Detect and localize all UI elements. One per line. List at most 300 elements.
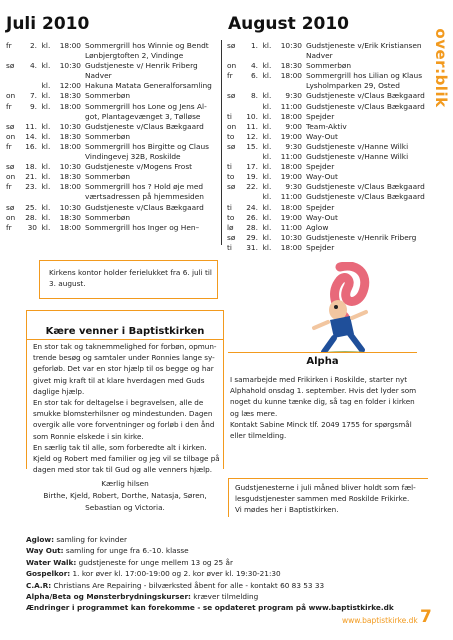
- event-cell: Vindingevej 32B, Roskilde: [85, 152, 181, 162]
- day-cell: sø: [6, 121, 15, 131]
- time-cell: 18:00: [280, 202, 302, 212]
- day-cell: sø: [227, 91, 236, 101]
- friends-line: givet mig kraft til at klare hverdagen med Guds: [33, 375, 205, 385]
- kl-cell: kl.: [262, 242, 272, 252]
- kl-cell: kl.: [262, 101, 272, 111]
- schedule-row: [6, 213, 220, 223]
- date-cell: 9.: [29, 101, 37, 111]
- date-cell: 15.: [246, 141, 258, 151]
- day-cell: sø: [227, 41, 236, 50]
- friends-line: dagen med stor tak til Gud og alle venners hjælp.: [33, 465, 212, 475]
- time-cell: 11:00: [280, 101, 302, 111]
- kl-cell: kl.: [262, 192, 272, 202]
- kl-cell: kl.: [41, 162, 51, 172]
- schedule-row: [6, 102, 220, 112]
- day-cell: on: [6, 172, 16, 182]
- kl-cell: kl.: [262, 222, 272, 232]
- time-cell: [55, 71, 85, 81]
- time-cell: 18:00: [59, 141, 81, 151]
- friends-line: En særlig tak til alle, som forberedte alt i kirken.: [33, 442, 207, 452]
- office-notice-box: [39, 260, 218, 299]
- schedule-row: [227, 132, 427, 142]
- footnote-label: C.A.R:: [26, 580, 52, 590]
- schedule-row: [6, 41, 220, 51]
- footnote-text: gudstjeneste for unge mellem 13 og 25 år: [76, 557, 233, 567]
- event-cell: Lysholmparken 29, Osted: [306, 81, 400, 91]
- day-cell: [6, 192, 23, 202]
- kl-cell: kl.: [41, 222, 51, 232]
- alpha-line: og læs mere.: [230, 408, 278, 418]
- event-cell: Way-Out: [306, 131, 338, 141]
- kl-cell: kl.: [41, 121, 51, 131]
- event-cell: Lønbjergtoften 2, Vindinge: [85, 51, 184, 61]
- schedule-row: [6, 172, 220, 182]
- event-cell: Spejder: [306, 162, 335, 172]
- kl-cell: kl.: [262, 202, 272, 212]
- kl-cell: kl.: [262, 131, 272, 141]
- footnote-line: [26, 591, 431, 602]
- schedule-row: [227, 61, 427, 71]
- time-cell: 18:00: [280, 162, 302, 172]
- day-cell: fr: [6, 222, 12, 232]
- footnotes: [26, 534, 431, 614]
- footnote-line: [26, 557, 431, 568]
- greeting: Kærlig hilsen: [101, 479, 149, 488]
- page-number: 7: [420, 607, 432, 627]
- date-cell: 23.: [25, 182, 37, 192]
- friends-body: [33, 341, 223, 475]
- time-cell: 19:00: [280, 172, 302, 182]
- schedule-row: [227, 41, 427, 51]
- date-cell: 28.: [25, 212, 37, 222]
- date-cell: [23, 192, 37, 202]
- date-cell: [244, 152, 258, 162]
- kl-cell: [37, 152, 55, 162]
- alpha-body: [230, 374, 420, 441]
- event-cell: Team-Aktiv: [306, 121, 347, 131]
- kl-cell: kl.: [262, 141, 272, 151]
- alpha-line: Kontakt Sabine Minck tlf. 2049 1755 for spørgsmål: [230, 419, 412, 429]
- time-cell: 18:00: [280, 111, 302, 121]
- day-cell: fr: [6, 182, 12, 192]
- joint-service-box: [228, 478, 428, 517]
- day-cell: on: [6, 91, 16, 101]
- kl-cell: kl.: [41, 81, 51, 91]
- event-cell: Gudstjeneste v/Claus Bækgaard: [306, 182, 425, 192]
- schedule-row: [6, 122, 220, 132]
- time-cell: [276, 81, 306, 91]
- kl-cell: kl.: [41, 172, 51, 182]
- footnote-text: samling for unge fra 6.-10. klasse: [63, 546, 189, 556]
- time-cell: 10:30: [59, 61, 81, 71]
- date-cell: 26.: [246, 212, 258, 222]
- footnote-line: [26, 580, 431, 591]
- time-cell: 9:00: [285, 121, 302, 131]
- date-cell: 18.: [25, 162, 37, 172]
- event-cell: Gudstjeneste v/Claus Bækgaard: [306, 101, 425, 111]
- time-cell: 18:30: [59, 212, 81, 222]
- day-cell: on: [227, 121, 237, 131]
- kl-cell: kl.: [262, 61, 272, 71]
- event-cell: Spejder: [306, 242, 335, 252]
- kl-cell: kl.: [262, 121, 272, 131]
- day-cell: sø: [227, 141, 236, 151]
- date-cell: 19.: [246, 172, 258, 182]
- event-cell: Hakuna Matata Generalforsamling: [85, 81, 212, 91]
- day-cell: fr: [6, 101, 12, 111]
- kl-cell: kl.: [262, 212, 272, 222]
- time-cell: 12:00: [59, 81, 81, 91]
- date-cell: 11.: [246, 121, 258, 131]
- time-cell: 18:30: [59, 131, 81, 141]
- schedule-row: [227, 91, 427, 101]
- schedule-row: [227, 203, 427, 213]
- event-cell: værtsadressen på hjemmesiden: [85, 192, 204, 202]
- time-cell: 11:00: [280, 152, 302, 162]
- kl-cell: kl.: [41, 61, 51, 71]
- kl-cell: kl.: [262, 232, 272, 242]
- day-cell: ti: [227, 202, 232, 212]
- schedule-row: [227, 182, 427, 192]
- time-cell: 18:00: [280, 71, 302, 81]
- office-notice-line: Kirkens kontor holder ferielukket fra 6. juli til: [49, 268, 212, 277]
- day-cell: [6, 51, 23, 61]
- kl-cell: kl.: [262, 91, 272, 101]
- date-cell: 22.: [246, 182, 258, 192]
- time-cell: 9:30: [285, 91, 302, 101]
- day-cell: [227, 51, 244, 61]
- schedule-row: [6, 182, 220, 192]
- event-cell: Gudstjeneste v/Erik Kristiansen: [306, 41, 422, 50]
- kl-cell: kl.: [41, 141, 51, 151]
- day-cell: [6, 152, 23, 162]
- friends-line: En stor tak for deltagelse i begravelsen, alle de: [33, 398, 204, 408]
- event-cell: Sommerbøn: [85, 212, 131, 222]
- day-cell: [227, 102, 244, 112]
- date-cell: 11.: [25, 121, 37, 131]
- time-cell: 18:00: [59, 182, 81, 192]
- schedule-row: [6, 112, 220, 122]
- office-notice-line: 3. august.: [49, 279, 86, 288]
- footnote-label: Ændringer i programmet kan forekomme - se opdateret program på www.baptistkirke.dk: [26, 603, 394, 613]
- day-cell: [227, 152, 244, 162]
- schedule-row: [227, 192, 427, 202]
- divider: [26, 339, 224, 340]
- friends-title: Kære venner i Baptistkirken: [45, 326, 205, 337]
- footnote-label: Water Walk:: [26, 557, 77, 567]
- event-cell: Nadver: [306, 51, 333, 61]
- footnote-label: Gospelkor:: [26, 569, 71, 579]
- day-cell: [227, 192, 244, 202]
- time-cell: 18:30: [59, 91, 81, 101]
- date-cell: 14.: [25, 131, 37, 141]
- schedule-row: [227, 213, 427, 223]
- schedule-row: [227, 172, 427, 182]
- schedule-row: [6, 223, 220, 233]
- day-cell: [6, 81, 23, 91]
- kl-cell: kl.: [41, 212, 51, 222]
- friends-line: En stor tak og taknemmelighed for forbøn, opmun-: [33, 342, 217, 351]
- joint-service-line: Vi mødes her i Baptistkirken.: [235, 505, 339, 515]
- event-cell: Gudstjeneste v/Henrik Friberg: [306, 232, 417, 242]
- date-cell: [23, 152, 37, 162]
- schedule-row: [6, 132, 220, 142]
- july-title: Juli 2010: [6, 14, 90, 34]
- kl-cell: kl.: [262, 71, 272, 81]
- alpha-line: Alphahold onsdag 1. september. Hvis det lyder som: [230, 386, 417, 396]
- kl-cell: [258, 81, 276, 91]
- kl-cell: kl.: [41, 202, 51, 212]
- day-cell: on: [6, 131, 16, 141]
- event-cell: Way-Out: [306, 212, 338, 222]
- day-cell: [6, 71, 23, 81]
- time-cell: 18:00: [280, 242, 302, 252]
- time-cell: [55, 152, 85, 162]
- day-cell: fr: [227, 71, 233, 81]
- schedule-row: [6, 91, 220, 101]
- date-cell: 16.: [25, 141, 37, 151]
- date-cell: [23, 71, 37, 81]
- footnote-label: Alpha/Beta og Mønsterbrydningskurser:: [26, 592, 191, 602]
- kl-cell: kl.: [262, 162, 272, 172]
- event-cell: Sommerbøn: [85, 91, 131, 101]
- schedule-row: [6, 51, 220, 61]
- event-cell: Nadver: [85, 71, 112, 81]
- date-cell: 28.: [246, 222, 258, 232]
- date-cell: [23, 51, 37, 61]
- date-cell: [244, 192, 258, 202]
- time-cell: 18:00: [59, 222, 81, 232]
- date-cell: [23, 81, 37, 91]
- day-cell: to: [227, 212, 235, 222]
- kl-cell: [37, 112, 55, 122]
- day-cell: sø: [6, 202, 15, 212]
- kl-cell: kl.: [41, 101, 51, 111]
- joint-service-line: lesgudstjenester sammen med Roskilde Frikirke.: [235, 494, 410, 504]
- joint-service-line: Gudstjenesterne i juli måned bliver holdt som fæl-: [235, 483, 416, 492]
- kl-cell: kl.: [262, 111, 272, 121]
- footnote-line: [26, 568, 431, 579]
- side-label: over:blik: [432, 28, 450, 108]
- event-cell: Gudstjeneste v/Hanne Wilki: [306, 141, 409, 151]
- kl-cell: kl.: [41, 91, 51, 101]
- kl-cell: [37, 51, 55, 61]
- date-cell: [244, 51, 258, 61]
- kl-cell: [258, 51, 276, 61]
- schedule-row: [6, 192, 220, 202]
- schedule-row: [6, 203, 220, 213]
- event-cell: got, Plantagevænget 3, Tølløse: [85, 111, 201, 121]
- alpha-line: eller tilmelding.: [230, 431, 287, 441]
- footnote-line: [26, 602, 431, 613]
- event-cell: Gudstjeneste v/ Henrik Friberg: [85, 61, 198, 71]
- footnote-text: samling for kvinder: [54, 535, 128, 544]
- friends-line: smukke blomsterhilsner og mindestunden. Dagen: [33, 409, 213, 419]
- alpha-line: I samarbejde med Frikirken i Roskilde, starter nyt: [230, 375, 408, 384]
- alpha-line: noget du kunne tænke dig, så tag en folder i kirken: [230, 397, 415, 407]
- day-cell: fr: [6, 141, 12, 151]
- august-schedule: [227, 41, 427, 253]
- day-cell: sø: [6, 61, 15, 71]
- time-cell: 19:00: [280, 212, 302, 222]
- date-cell: 21.: [25, 172, 37, 182]
- time-cell: 9:30: [285, 141, 302, 151]
- time-cell: 10:30: [280, 232, 302, 242]
- day-cell: fr: [6, 41, 12, 50]
- date-cell: 24.: [246, 202, 258, 212]
- schedule-row: [6, 142, 220, 152]
- event-cell: Aglow: [306, 222, 329, 232]
- event-cell: Sommergrill hos Lone og Jens Al-: [85, 101, 207, 111]
- schedule-row: [227, 122, 427, 132]
- time-cell: 11:00: [280, 222, 302, 232]
- day-cell: sø: [227, 232, 236, 242]
- july-schedule: [6, 41, 220, 233]
- schedule-row: [6, 71, 220, 81]
- event-cell: Sommergrill hos Winnie og Bendt: [85, 41, 209, 50]
- date-cell: 17.: [246, 162, 258, 172]
- friends-line: daglige hjælp.: [33, 386, 85, 396]
- event-cell: Sommerbøn: [306, 61, 352, 71]
- kl-cell: kl.: [262, 152, 272, 162]
- time-cell: 18:30: [280, 61, 302, 71]
- alpha-title: Alpha: [306, 356, 339, 367]
- friends-line: Kjeld og Robert med familier og jeg vil se tilbage på: [33, 454, 220, 464]
- kl-cell: [37, 192, 55, 202]
- schedule-row: [227, 51, 427, 61]
- schedule-row: [6, 152, 220, 162]
- kl-cell: kl.: [262, 41, 272, 50]
- kl-cell: kl.: [41, 41, 51, 50]
- time-cell: 11:00: [280, 192, 302, 202]
- schedule-row: [227, 243, 427, 253]
- event-cell: Sommergrill hos Birgitte og Claus: [85, 141, 210, 151]
- schedule-row: [6, 61, 220, 71]
- schedule-row: [227, 81, 427, 91]
- column-divider: [221, 40, 222, 245]
- event-cell: Gudstjeneste v/Claus Bækgaard: [306, 192, 425, 202]
- date-cell: 30: [27, 222, 37, 232]
- friends-line: overgik alle vore forventninger og forløb i den ånd: [33, 420, 215, 430]
- footnote-label: Aglow:: [26, 535, 55, 544]
- schedule-row: [227, 142, 427, 152]
- day-cell: [6, 112, 23, 122]
- dancing-figure-illustration: [300, 262, 390, 357]
- date-cell: 2.: [29, 41, 37, 50]
- time-cell: [55, 112, 85, 122]
- time-cell: 10:30: [59, 202, 81, 212]
- event-cell: Sommergrill hos Lilian og Klaus: [306, 71, 423, 81]
- footer-url[interactable]: www.baptistkirke.dk: [342, 616, 418, 625]
- day-cell: ti: [227, 162, 232, 172]
- event-cell: Spejder: [306, 202, 335, 212]
- friends-line: trende besøg og samtaler under Ronnies lange sy-: [33, 353, 215, 363]
- day-cell: on: [6, 212, 16, 222]
- kl-cell: [37, 71, 55, 81]
- footnote-text: kræver tilmelding: [190, 592, 259, 602]
- schedule-row: [227, 152, 427, 162]
- footnote-line: [26, 534, 431, 545]
- date-cell: 4.: [250, 61, 258, 71]
- event-cell: Sommerbøn: [85, 172, 131, 182]
- friends-line: som Ronnie elskede i sin kirke.: [33, 431, 144, 441]
- date-cell: 8.: [250, 91, 258, 101]
- day-cell: ti: [227, 111, 232, 121]
- event-cell: Gudstjeneste v/Hanne Wilki: [306, 152, 409, 162]
- event-cell: Gudstjeneste v/Claus Bækgaard: [306, 91, 425, 101]
- day-cell: [227, 81, 244, 91]
- kl-cell: kl.: [41, 131, 51, 141]
- day-cell: to: [227, 172, 235, 182]
- date-cell: 10.: [246, 111, 258, 121]
- time-cell: 10:30: [59, 162, 81, 172]
- day-cell: on: [227, 61, 237, 71]
- time-cell: 18:30: [59, 172, 81, 182]
- event-cell: Gudstjeneste v/Claus Bækgaard: [85, 202, 204, 212]
- schedule-row: [227, 162, 427, 172]
- time-cell: 10:30: [280, 41, 302, 50]
- time-cell: [55, 192, 85, 202]
- signers: Birthe, Kjeld, Robert, Dorthe, Natasja, Søren,: [43, 491, 207, 500]
- signers: Sebastian og Victoria.: [85, 503, 165, 512]
- date-cell: 31.: [246, 242, 258, 252]
- time-cell: 18:00: [59, 101, 81, 111]
- friends-line: geforløb. Det var en stor hjælp til os begge og har: [33, 364, 214, 374]
- date-cell: 29.: [246, 232, 258, 242]
- date-cell: 25.: [25, 202, 37, 212]
- day-cell: to: [227, 131, 235, 141]
- schedule-row: [227, 112, 427, 122]
- date-cell: 4.: [29, 61, 37, 71]
- event-cell: Sommergrill hos Inger og Hen–: [85, 222, 200, 232]
- date-cell: 6.: [250, 71, 258, 81]
- kl-cell: kl.: [41, 182, 51, 192]
- footnote-text: Christians Are Repairing - bilværksted åbent for alle - kontakt 60 83 53 33: [51, 580, 325, 590]
- day-cell: lø: [227, 222, 234, 232]
- date-cell: 7.: [29, 91, 37, 101]
- date-cell: [244, 81, 258, 91]
- day-cell: sø: [227, 182, 236, 192]
- schedule-row: [6, 162, 220, 172]
- event-cell: Spejder: [306, 111, 335, 121]
- day-cell: sø: [6, 162, 15, 172]
- date-cell: [23, 112, 37, 122]
- kl-cell: kl.: [262, 182, 272, 192]
- kl-cell: kl.: [262, 172, 272, 182]
- event-cell: Sommergrill hos ? Hold øje med: [85, 182, 204, 192]
- event-cell: Gudstjeneste v/Claus Bækgaard: [85, 121, 204, 131]
- event-cell: Way-Out: [306, 172, 338, 182]
- friends-signoff: [26, 478, 224, 514]
- time-cell: 9:30: [285, 182, 302, 192]
- event-cell: Sommerbøn: [85, 131, 131, 141]
- time-cell: [276, 51, 306, 61]
- event-cell: Gudstjeneste v/Mogens Frost: [85, 162, 193, 172]
- schedule-row: [227, 223, 427, 233]
- time-cell: 19:00: [280, 131, 302, 141]
- footnote-text: 1. kor øver kl. 17:00-19:00 og 2. kor øver kl. 19:30-21:30: [70, 569, 281, 579]
- schedule-row: [227, 71, 427, 81]
- date-cell: 1.: [250, 41, 258, 50]
- date-cell: [244, 102, 258, 112]
- footnote-label: Way Out:: [26, 546, 64, 556]
- time-cell: 18:00: [59, 41, 81, 50]
- time-cell: [55, 51, 85, 61]
- schedule-row: [227, 233, 427, 243]
- footnote-line: [26, 545, 431, 556]
- schedule-row: [6, 81, 220, 91]
- date-cell: 12.: [246, 131, 258, 141]
